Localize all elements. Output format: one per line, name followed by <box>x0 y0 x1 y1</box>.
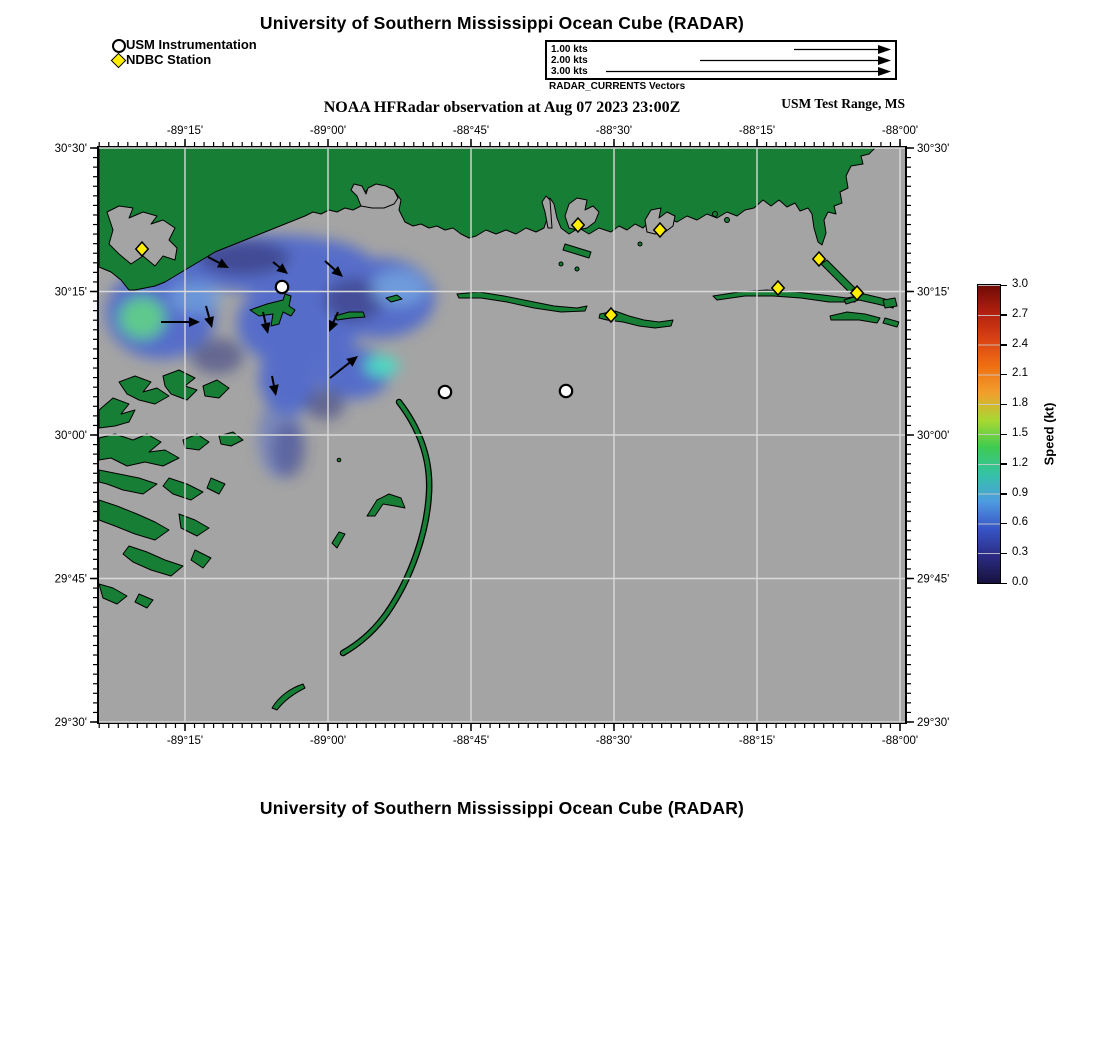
svg-text:29°30': 29°30' <box>917 717 950 729</box>
vector-scale-caption: RADAR_CURRENTS Vectors <box>549 81 686 92</box>
svg-text:30°30': 30°30' <box>54 143 87 155</box>
svg-text:30°15': 30°15' <box>917 286 950 299</box>
svg-text:-89°15': -89°15' <box>166 735 204 747</box>
svg-text:29°30': 29°30' <box>54 717 87 729</box>
svg-text:-89°00': -89°00' <box>309 125 347 137</box>
vector-scale-3kt: 3.00 kts <box>551 66 588 77</box>
vector-scale-box <box>545 40 897 80</box>
svg-text:-88°45': -88°45' <box>452 125 490 137</box>
usm-circle-icon <box>110 37 125 52</box>
vector-scale-2kt: 2.00 kts <box>551 55 588 66</box>
svg-text:29°45': 29°45' <box>917 573 950 586</box>
svg-text:30°30': 30°30' <box>917 143 950 155</box>
svg-text:-89°00': -89°00' <box>309 735 347 747</box>
svg-text:-88°30': -88°30' <box>595 125 633 137</box>
legend-item-ndbc <box>110 52 257 67</box>
page-title-bottom: University of Southern Mississippi Ocean Cube (RADAR) <box>259 798 745 818</box>
svg-text:-88°45': -88°45' <box>452 735 490 747</box>
page-title-top: University of Southern Mississippi Ocean Cube (RADAR) <box>259 13 745 33</box>
svg-text:-88°15': -88°15' <box>738 735 776 747</box>
svg-text:-88°00': -88°00' <box>881 125 919 137</box>
colorbar-axis-label: Speed (kt) <box>1041 402 1057 466</box>
svg-text:-88°30': -88°30' <box>595 735 633 747</box>
speed-colorbar <box>977 284 1001 584</box>
svg-text:-88°15': -88°15' <box>738 125 776 137</box>
svg-text:29°45': 29°45' <box>54 573 87 586</box>
legend-item-usm <box>110 37 257 52</box>
svg-text:-89°15': -89°15' <box>166 125 204 137</box>
land-layer <box>99 148 899 710</box>
vector-scale-1kt: 1.00 kts <box>551 44 588 55</box>
legend <box>110 37 257 67</box>
test-range-label: USM Test Range, MS <box>781 96 905 111</box>
legend-label-ndbc: NDBC Station <box>126 52 212 67</box>
map-canvas <box>54 125 950 747</box>
vector-scale-arrows <box>547 42 895 78</box>
observation-subtitle: NOAA HFRadar observation at Aug 07 2023 23:00Z <box>323 99 681 116</box>
ndbc-diamond-icon <box>110 52 125 67</box>
svg-text:-88°00': -88°00' <box>881 735 919 747</box>
map-panel[interactable] <box>54 125 950 747</box>
svg-text:30°00': 30°00' <box>54 430 87 442</box>
svg-text:30°15': 30°15' <box>54 286 87 299</box>
legend-label-usm: USM Instrumentation <box>126 37 257 52</box>
svg-text:30°00': 30°00' <box>917 430 950 442</box>
